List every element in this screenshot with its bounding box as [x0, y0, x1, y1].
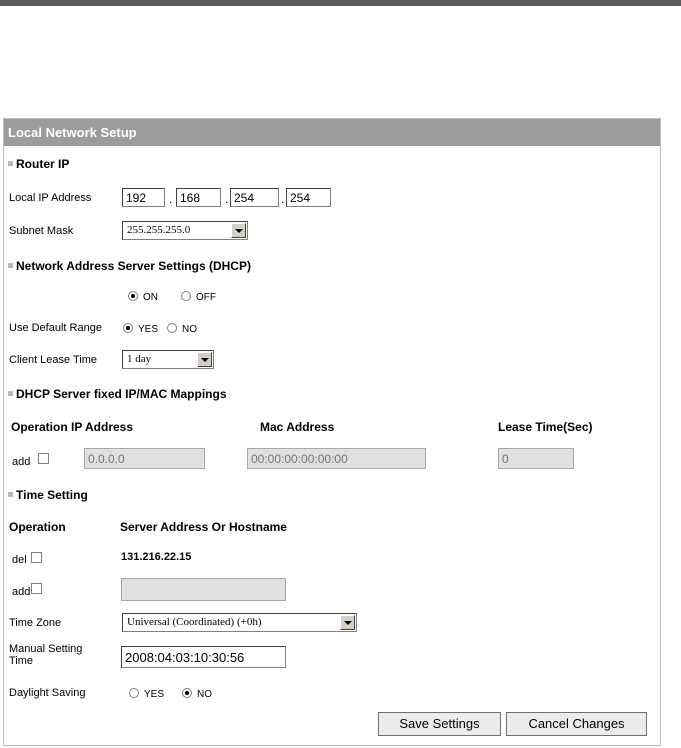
default-range-yes-radio[interactable] — [123, 323, 133, 333]
mappings-section-title — [8, 387, 227, 401]
col-mac-address-header: Mac Address — [260, 420, 335, 434]
dhcp-off-label: OFF — [196, 292, 216, 303]
chevron-down-icon[interactable] — [197, 352, 212, 367]
time-add-label: add — [12, 586, 31, 598]
panel-title: Local Network Setup — [4, 119, 660, 146]
default-range-no-label: NO — [182, 324, 197, 335]
ip-dot: . — [225, 192, 229, 206]
dhcp-section-title — [8, 259, 251, 273]
daylight-saving-label: Daylight Saving — [9, 687, 86, 699]
section-bullet-icon — [8, 161, 13, 166]
use-default-range-label: Use Default Range — [9, 322, 102, 334]
chevron-down-icon[interactable] — [231, 223, 246, 238]
ntp-server-value: 131.216.22.15 — [121, 551, 192, 563]
time-zone-select[interactable] — [122, 613, 357, 632]
local-network-setup-panel — [3, 118, 661, 746]
time-del-label: del — [12, 554, 27, 566]
mapping-mac-input[interactable] — [247, 448, 426, 469]
ip-octet-1-input[interactable] — [122, 188, 165, 207]
client-lease-time-select[interactable] — [122, 350, 214, 369]
col-server-address-header: Server Address Or Hostname — [120, 520, 287, 534]
mapping-lease-input[interactable] — [498, 448, 574, 469]
daylight-yes-label: YES — [144, 689, 165, 700]
chevron-down-icon[interactable] — [340, 615, 355, 630]
default-range-no-radio[interactable] — [167, 323, 177, 333]
time-add-checkbox[interactable] — [31, 583, 42, 594]
section-bullet-icon — [8, 391, 13, 396]
dhcp-off-radio[interactable] — [181, 291, 191, 301]
local-ip-label: Local IP Address — [9, 192, 92, 204]
time-heading: Time Setting — [16, 488, 88, 502]
daylight-no-radio[interactable] — [182, 688, 192, 698]
manual-setting-time-label — [9, 643, 82, 667]
daylight-no-label: NO — [197, 689, 212, 700]
manual-time-input[interactable] — [121, 646, 286, 668]
time-del-checkbox[interactable] — [31, 552, 42, 563]
section-bullet-icon — [8, 263, 13, 268]
time-zone-value: Universal (Coordinated) (+0h) — [127, 616, 262, 628]
time-zone-label: Time Zone — [9, 617, 62, 629]
router-ip-section-title — [8, 157, 69, 171]
ip-dot: . — [281, 192, 285, 206]
subnet-mask-select[interactable] — [122, 221, 248, 240]
manual-setting-label-line2: Time — [9, 655, 34, 667]
client-lease-time-label: Client Lease Time — [9, 354, 98, 366]
cancel-changes-button[interactable]: Cancel Changes — [506, 712, 647, 736]
manual-setting-label-line1: Manual Setting — [9, 643, 83, 655]
section-bullet-icon — [8, 492, 13, 497]
col-operation-header: Operation — [9, 520, 66, 534]
mappings-heading: DHCP Server fixed IP/MAC Mappings — [16, 387, 227, 401]
client-lease-time-value: 1 day — [127, 353, 152, 365]
ntp-server-input[interactable] — [121, 578, 286, 601]
time-section-title — [8, 488, 88, 502]
ip-octet-3-input[interactable] — [230, 188, 279, 207]
subnet-mask-value: 255.255.255.0 — [127, 224, 191, 236]
top-rule — [0, 0, 681, 6]
save-settings-button[interactable]: Save Settings — [378, 712, 501, 736]
mapping-add-checkbox[interactable] — [38, 453, 49, 464]
daylight-yes-radio[interactable] — [129, 688, 139, 698]
ip-dot: . — [169, 192, 173, 206]
router-ip-heading: Router IP — [16, 157, 70, 171]
dhcp-heading: Network Address Server Settings (DHCP) — [16, 259, 251, 273]
dhcp-on-radio[interactable] — [128, 291, 138, 301]
mapping-ip-input[interactable] — [84, 448, 205, 469]
ip-octet-2-input[interactable] — [176, 188, 221, 207]
dhcp-on-label: ON — [143, 292, 158, 303]
mapping-add-label: add — [12, 456, 31, 468]
col-lease-time-header: Lease Time(Sec) — [498, 420, 593, 434]
subnet-mask-label: Subnet Mask — [9, 225, 74, 237]
col-operation-ip-header: Operation IP Address — [11, 420, 134, 434]
ip-octet-4-input[interactable] — [286, 188, 331, 207]
default-range-yes-label: YES — [138, 324, 159, 335]
